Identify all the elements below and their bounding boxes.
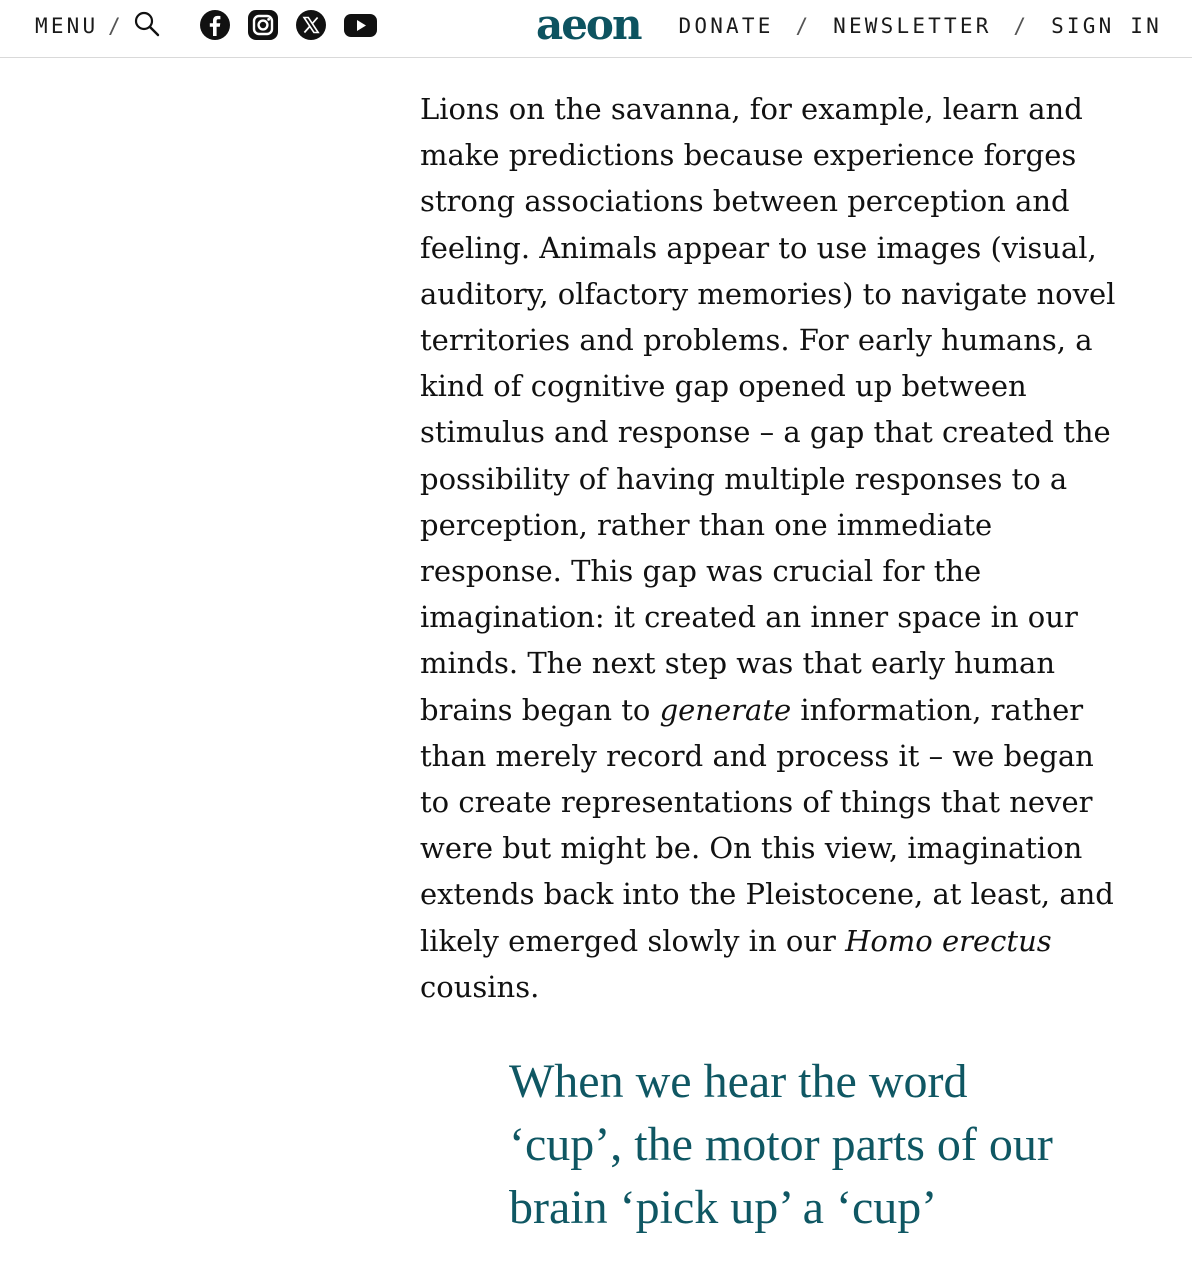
- pull-quote: [509, 1050, 1149, 1239]
- paragraph-line: extends back into the Pleistocene, at least, and: [420, 877, 1114, 912]
- account-nav: [679, 14, 1162, 38]
- pull-quote-line: When we hear the word: [509, 1055, 968, 1108]
- facebook-icon[interactable]: [199, 9, 231, 41]
- emphasis-generate: generate: [659, 692, 792, 727]
- paragraph-line: feeling. Animals appear to use images (visual,: [420, 230, 1097, 265]
- paragraph-line: to create representations of things that never: [420, 785, 1093, 820]
- paragraph-line: perception, rather than one immediate: [420, 507, 993, 542]
- paragraph-line: kind of cognitive gap opened up between: [420, 369, 1027, 404]
- paragraph-line: stimulus and response – a gap that created the: [420, 415, 1111, 450]
- pull-quote-line: brain ‘pick up’ a ‘cup’: [509, 1181, 938, 1234]
- nav-separator: /: [1013, 14, 1030, 38]
- newsletter-link[interactable]: NEWSLETTER: [833, 14, 992, 38]
- paragraph-line: auditory, olfactory memories) to navigate novel: [420, 276, 1116, 311]
- article-body: [420, 86, 1120, 1010]
- article-paragraph: [420, 86, 1120, 1010]
- nav-separator: /: [795, 14, 812, 38]
- paragraph-line: make predictions because experience forges: [420, 138, 1077, 173]
- menu-separator: /: [108, 14, 124, 38]
- instagram-icon[interactable]: [247, 9, 279, 41]
- search-icon[interactable]: [133, 10, 161, 38]
- youtube-icon[interactable]: [343, 9, 378, 41]
- paragraph-line-text: likely emerged slowly in our: [420, 923, 846, 958]
- paragraph-line: minds. The next step was that early human: [420, 646, 1055, 681]
- paragraph-line: response. This gap was crucial for the: [420, 554, 982, 589]
- donate-link[interactable]: DONATE: [678, 14, 774, 38]
- paragraph-line: strong associations between perception and: [420, 184, 1070, 219]
- menu-button[interactable]: MENU: [35, 14, 99, 38]
- paragraph-line: Lions on the savanna, for example, learn and: [420, 92, 1083, 126]
- sign-in-link[interactable]: SIGN IN: [1051, 14, 1162, 38]
- paragraph-line: imagination: it created an inner space in our: [420, 600, 1078, 635]
- paragraph-line: than merely record and process it – we began: [420, 738, 1094, 773]
- site-header: [0, 0, 1192, 58]
- paragraph-line: cousins.: [420, 969, 540, 1004]
- aeon-logo[interactable]: aeon: [536, 0, 641, 49]
- paragraph-line: territories and problems. For early humans, a: [420, 323, 1093, 358]
- paragraph-line: were but might be. On this view, imagination: [420, 831, 1083, 866]
- paragraph-line: possibility of having multiple responses to a: [420, 461, 1068, 496]
- x-icon[interactable]: [295, 9, 327, 41]
- pull-quote-line: ‘cup’, the motor parts of our: [509, 1118, 1053, 1171]
- paragraph-line-text: information, rather: [791, 692, 1084, 727]
- paragraph-line-text: brains began to: [420, 692, 660, 727]
- emphasis-homo-erectus: Homo erectus: [845, 923, 1052, 958]
